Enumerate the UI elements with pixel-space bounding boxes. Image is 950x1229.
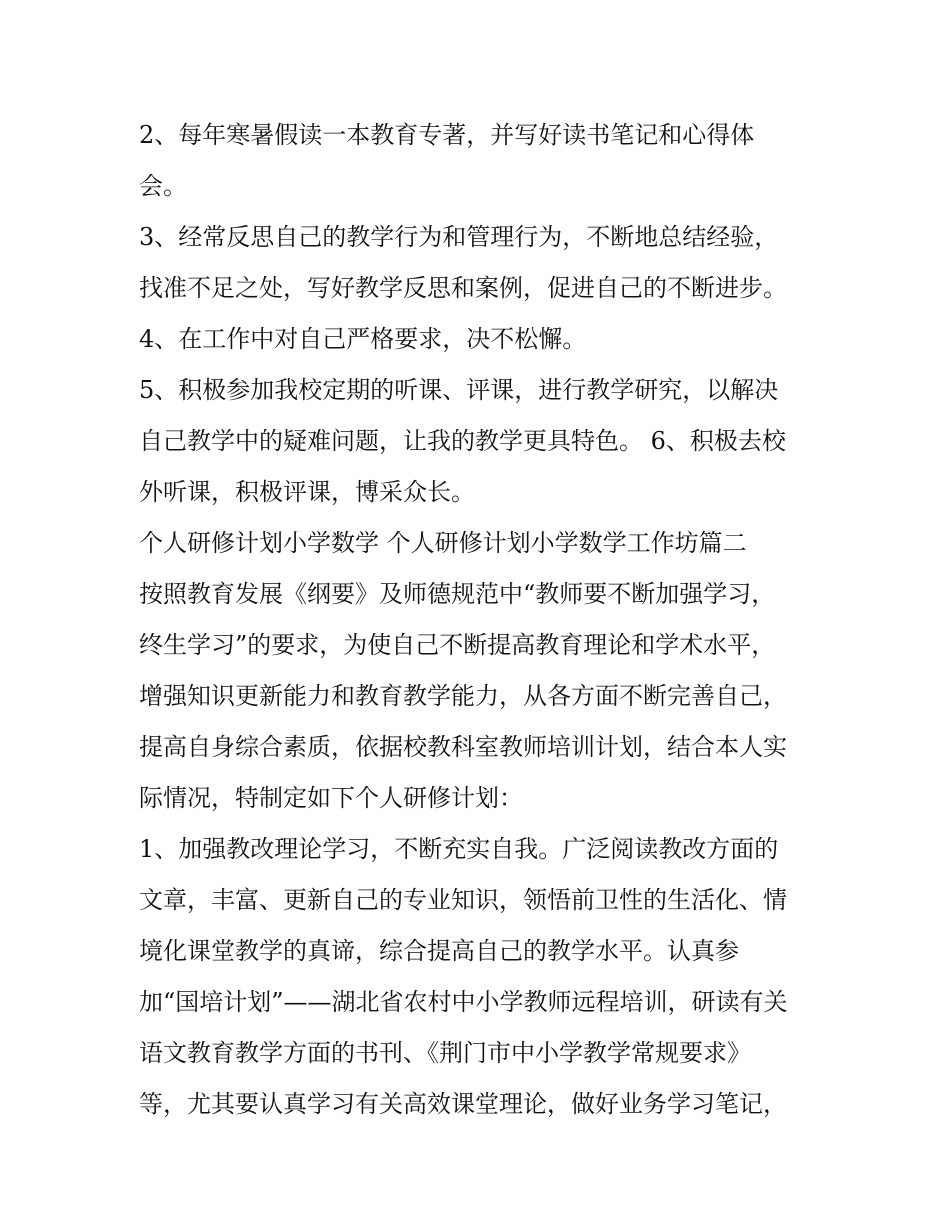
- text-line-17: 境化课堂教学的真谛，综合提高自己的教学水平。认真参: [139, 937, 739, 965]
- text-line-6: 5、积极参加我校定期的听课、评课，进行教学研究，以解决: [139, 376, 779, 404]
- text-line-4: 找准不足之处，写好教学反思和案例，促进自己的不断进步。: [139, 274, 787, 302]
- text-line-7: 自己教学中的疑难问题，让我的教学更具特色。 6、积极去校: [139, 427, 786, 455]
- text-line-1: 2、每年寒暑假读一本教育专著，并写好读书笔记和心得体: [139, 121, 755, 149]
- document-body: [139, 110, 829, 1130]
- text-line-12: 增强知识更新能力和教育教学能力，从各方面不断完善自己，: [139, 682, 787, 710]
- text-line-13: 提高自身综合素质，依据校教科室教师培训计划，结合本人实: [139, 733, 787, 761]
- text-line-18: 加“国培计划”——湖北省农村中小学教师远程培训，研读有关: [139, 988, 788, 1016]
- text-line-3: 3、经常反思自己的教学行为和管理行为，不断地总结经验，: [139, 223, 779, 251]
- text-line-19: 语文教育教学方面的书刊、《荆门市中小学教学常规要求》: [139, 1039, 751, 1067]
- text-line-8: 外听课，积极评课，博采众长。: [139, 478, 475, 506]
- text-line-14: 际情况，特制定如下个人研修计划：: [139, 784, 523, 812]
- section-heading: 个人研修计划小学数学 个人研修计划小学数学工作坊篇二: [139, 529, 747, 557]
- text-line-15: 1、加强教改理论学习，不断充实自我。广泛阅读教改方面的: [139, 835, 779, 863]
- text-line-16: 文章，丰富、更新自己的专业知识，领悟前卫性的生活化、情: [139, 886, 787, 914]
- text-line-20: 等，尤其要认真学习有关高效课堂理论，做好业务学习笔记，: [139, 1090, 787, 1118]
- text-line-5: 4、在工作中对自己严格要求，决不松懈。: [139, 325, 587, 353]
- text-line-11: 终生学习”的要求，为使自己不断提高教育理论和学术水平，: [139, 631, 776, 659]
- text-line-2: 会。: [139, 172, 187, 200]
- text-line-10: 按照教育发展《纲要》及师德规范中“教师要不断加强学习，: [139, 580, 776, 608]
